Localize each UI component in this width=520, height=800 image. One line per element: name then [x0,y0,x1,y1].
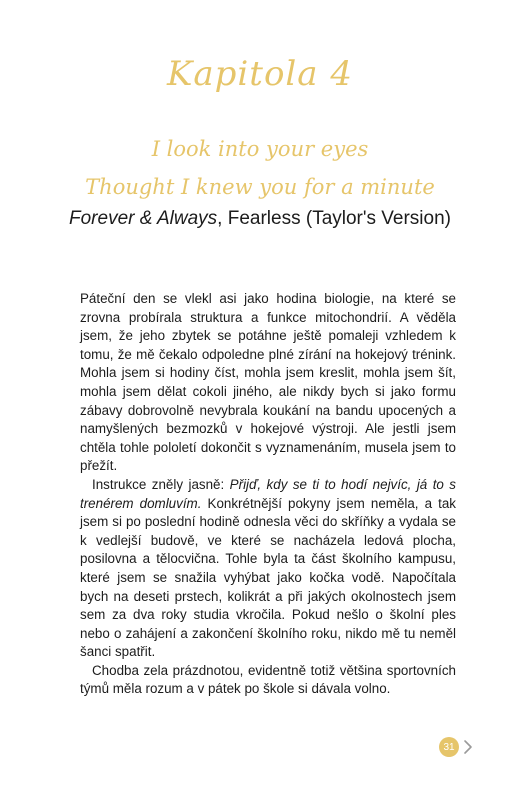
paragraph-3: Chodba zela prázdnotou, evidentně totiž většina sportovních týmů měla rozum a v pátek po škole si dávala volno. [80,662,456,697]
page-number-badge: 31 [439,737,459,757]
lyric-line-2: Thought I knew you for a minute [85,175,435,199]
epigraph-lyrics [0,130,520,206]
chevron-right-icon[interactable] [462,737,474,757]
paragraph-2-intro: Instrukce zněly jasně: [92,476,230,492]
song-title: Forever & Always [69,208,218,229]
paragraph-2-quote: Přijď, kdy se ti to hodí nejvíc, já to s trenérem domluvím. [80,476,457,511]
page-navigation [439,737,474,757]
paragraph-1: Páteční den se vlekl asi jako hodina biologie, na které se zrovna probírala struktura a funkce mitochondrií. A věděla jsem, že jeho zbytek se potáhne ještě pomaleji vzhledem k tomu, že mě čekalo odpoledne plné zírání na hokejový trénink. Mohla jsem si hodiny číst, mohla jsem kreslit, mohla jsem šít, mohla jsem dělat cokoli jiného, ale nikdy bych si jako formu zábavy dobrovolně nevybrala koukání na bandu upocených a namyšlených bezmozků v hokejové výstroji. Ale jestli jsem chtěla tohle pololetí dokončit s vyznamenáním, musela jsem to přežít. [80,291,456,474]
paragraph-2-rest: Konkrétnější pokyny jsem neměla, a tak jsem si po poslední hodině odnesla věci do skříňky a vydala se k vedlejší budově, ve které se nacházela ledová plocha, posilovna a tělocvična. Tohle byla ta část školního kampusu, které jsem se snažila vyhýbat jako kočka vodě. Napočítala bych na deseti prstech, kolikrát a při jakých okolnostech jsem sem za dva roky studia vkročila. Pokud nešlo o školní ples nebo o zahájení a zakončení školního roku, nikdo mě tu neměl šanci spatřit. [80,495,456,660]
chapter-body [80,290,456,699]
epigraph-attribution [0,208,520,230]
chapter-title: Kapitola 4 [166,54,354,94]
lyric-line-1: I look into your eyes [151,137,369,161]
album-title: , Fearless (Taylor's Version) [217,208,451,229]
paragraph-2 [80,476,456,662]
